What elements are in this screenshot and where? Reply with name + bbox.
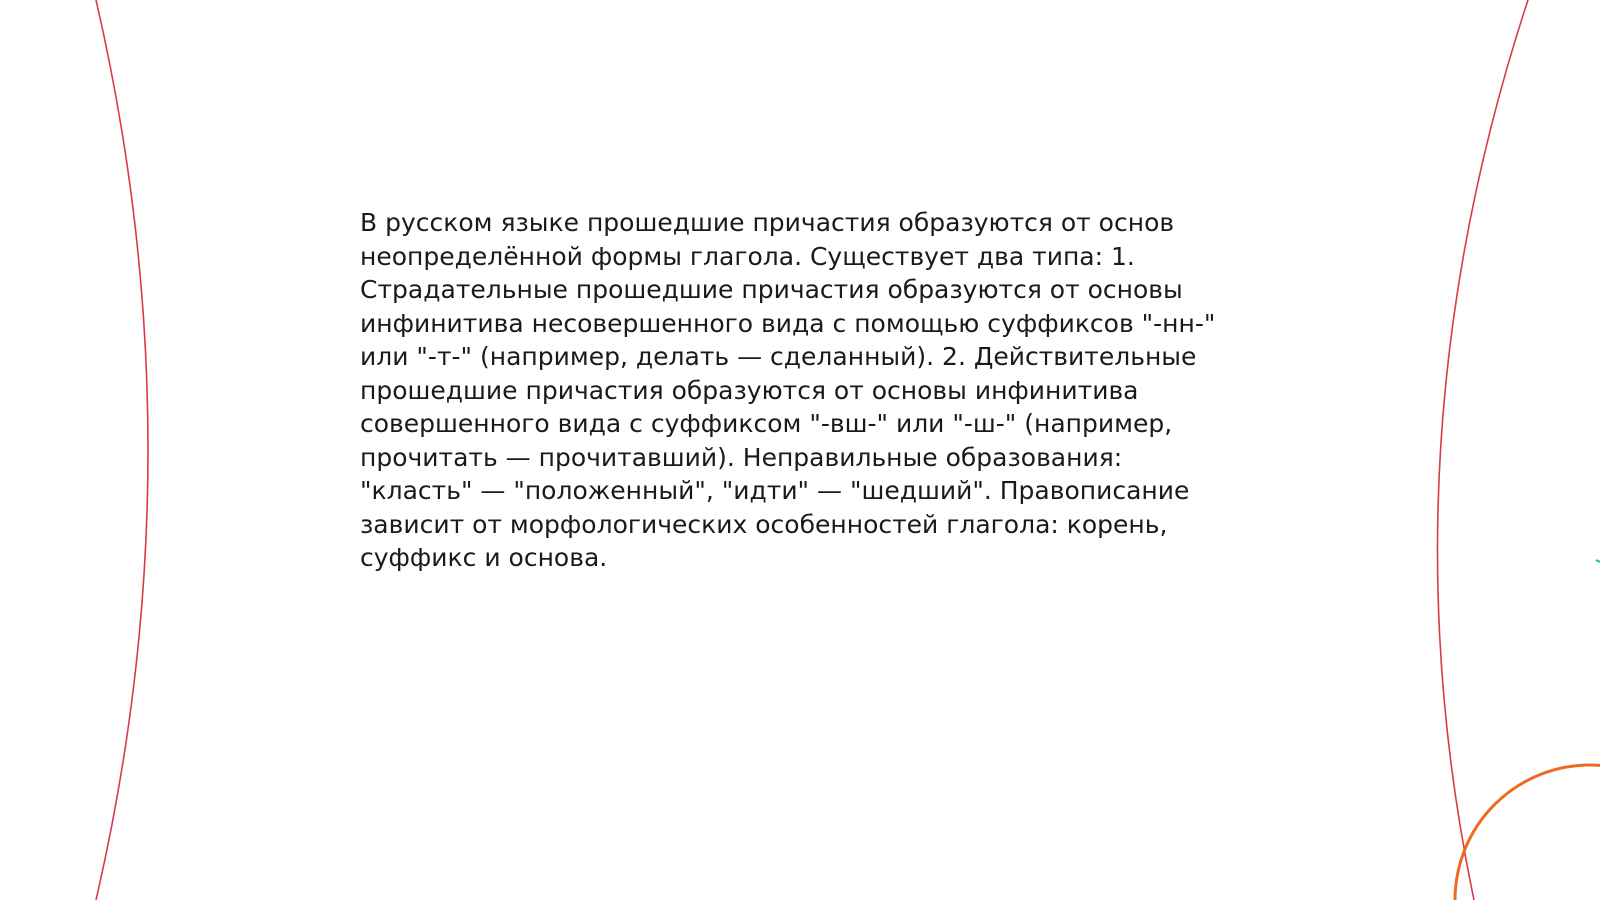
right-curve-line <box>1437 0 1528 900</box>
left-curve-line <box>96 0 148 900</box>
teal-tick-accent <box>1596 560 1600 562</box>
orange-circle-accent <box>1455 765 1600 900</box>
body-text: В русском языке прошедшие причастия образуются от основ неопределённой формы глагола. Существует два типа: 1. Страдательные прошедшие причастия образуются от основы инфинитива несовершенного вида с помощью суффиксов "-нн-" или "-т-" (например, делать — сделанный). 2. Действительные прошедшие причастия образуются от основы инфинитива совершенного вида с суффиксом "-вш-" или "-ш-" (например, прочитать — прочитавший). Неправильные образования: "класть" — "положенный", "идти" — "шедший". Правописание зависит от морфологических особенностей глагола: корень, суффикс и основа. <box>360 208 1216 572</box>
